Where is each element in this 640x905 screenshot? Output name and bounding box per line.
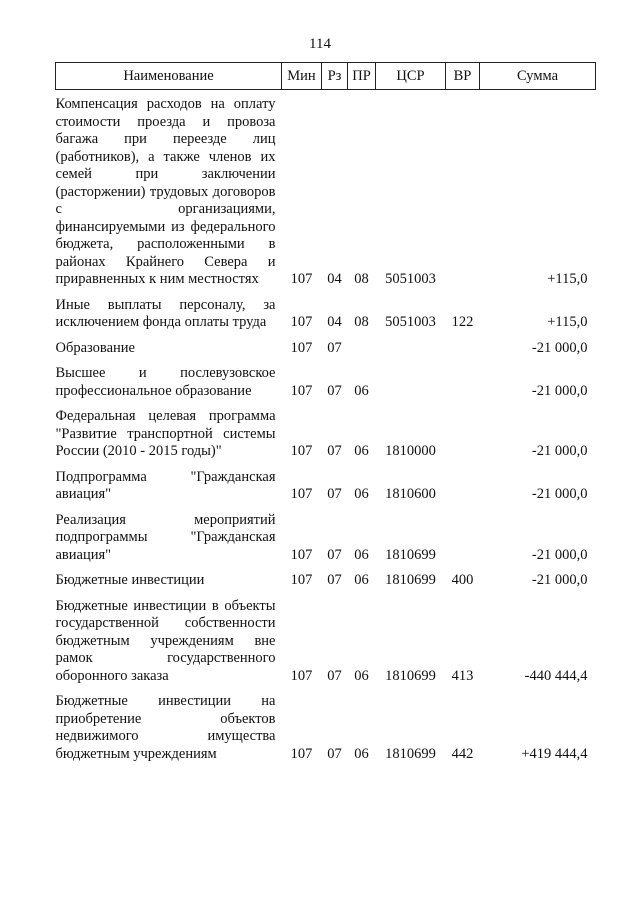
row-name: Федеральная целевая программа "Развитие транспортной системы России (2010 - 2015 годы)" xyxy=(55,408,276,459)
row-vr xyxy=(446,400,480,461)
row-rz: 04 xyxy=(327,314,342,330)
row-vr xyxy=(446,90,480,289)
table-row xyxy=(56,400,596,461)
row-pr: 08 xyxy=(354,314,369,330)
budget-table xyxy=(55,62,596,763)
header-name: Наименование xyxy=(56,63,282,90)
row-vr xyxy=(446,461,480,504)
row-pr: 06 xyxy=(354,382,369,399)
row-sum: -21 000,0 xyxy=(531,486,588,502)
row-pr: 06 xyxy=(354,572,369,588)
row-name: Реализация мероприятий подпрограммы "Гражданская авиация" xyxy=(55,511,276,563)
row-name: Бюджетные инвестиции xyxy=(55,572,205,588)
row-min: 107 xyxy=(290,572,313,588)
table-row xyxy=(56,90,596,289)
row-rz: 07 xyxy=(327,382,342,399)
table-row xyxy=(56,289,596,332)
row-name: Подпрограмма "Гражданская авиация" xyxy=(55,468,276,502)
row-csr: 1810600 xyxy=(385,486,436,502)
row-vr: 122 xyxy=(451,314,474,330)
row-pr: 08 xyxy=(354,271,369,287)
row-sum: +419 444,4 xyxy=(521,745,588,762)
row-rz: 07 xyxy=(327,546,342,563)
row-csr xyxy=(376,357,446,400)
row-pr: 06 xyxy=(354,667,369,684)
row-sum: -440 444,4 xyxy=(524,667,588,684)
row-name: Иные выплаты персоналу, за исключением фонда оплаты труда xyxy=(55,296,276,330)
row-vr: 442 xyxy=(451,745,474,762)
row-rz: 07 xyxy=(327,486,342,502)
row-vr xyxy=(446,357,480,400)
table-row xyxy=(56,332,596,358)
header-vr: ВР xyxy=(446,63,480,90)
row-pr: 06 xyxy=(354,745,369,762)
row-csr: 1810699 xyxy=(385,572,436,588)
row-rz: 04 xyxy=(327,271,342,287)
row-csr: 1810699 xyxy=(385,667,436,684)
row-csr: 5051003 xyxy=(385,271,436,287)
row-csr xyxy=(376,332,446,358)
row-vr: 413 xyxy=(451,667,474,684)
row-pr: 06 xyxy=(354,546,369,563)
row-pr: 06 xyxy=(354,486,369,502)
row-min: 107 xyxy=(290,339,313,356)
row-sum: -21 000,0 xyxy=(531,572,588,588)
table-row xyxy=(56,461,596,504)
row-name: Компенсация расходов на оплату стоимости проезда и провоза багажа при переезде лиц (работников), а также членов их семей при заключении (расторжении) трудовых договоров с организациями, финансируемыми из федерального бюджета, расположенными в районах Крайнего Севера и приравненных к ним местностях xyxy=(55,96,276,287)
table-row xyxy=(56,504,596,565)
row-rz: 07 xyxy=(327,667,342,684)
header-csr: ЦСР xyxy=(376,63,446,90)
header-pr: ПР xyxy=(348,63,376,90)
row-sum: -21 000,0 xyxy=(531,382,588,399)
table-header-row xyxy=(56,63,596,90)
row-min: 107 xyxy=(290,486,313,502)
table-row xyxy=(56,357,596,400)
table-row xyxy=(56,685,596,763)
row-min: 107 xyxy=(290,314,313,330)
row-sum: +115,0 xyxy=(547,314,588,330)
row-vr: 400 xyxy=(451,572,474,588)
row-sum: -21 000,0 xyxy=(531,443,588,459)
row-min: 107 xyxy=(290,382,313,399)
row-csr: 1810000 xyxy=(385,443,436,459)
row-min: 107 xyxy=(290,443,313,459)
row-rz: 07 xyxy=(327,745,342,762)
header-rz: Рз xyxy=(322,63,348,90)
row-name: Бюджетные инвестиции на приобретение объектов недвижимого имущества бюджетным учреждениям xyxy=(55,693,276,762)
row-pr: 06 xyxy=(354,443,369,459)
row-csr: 1810699 xyxy=(385,745,436,762)
row-min: 107 xyxy=(290,271,313,287)
row-csr: 5051003 xyxy=(385,314,436,330)
table-row xyxy=(56,590,596,686)
header-sum: Сумма xyxy=(480,63,596,90)
row-name: Высшее и послевузовское профессиональное образование xyxy=(55,365,276,399)
table-row xyxy=(56,564,596,590)
row-csr: 1810699 xyxy=(385,546,436,563)
row-vr xyxy=(446,332,480,358)
row-vr xyxy=(446,504,480,565)
row-rz: 07 xyxy=(327,572,342,588)
row-sum: -21 000,0 xyxy=(531,546,588,563)
row-name: Бюджетные инвестиции в объекты государственной собственности бюджетным учреждениям вне рамок государственного оборонного заказа xyxy=(55,597,276,684)
page-number: 114 xyxy=(309,36,331,52)
row-min: 107 xyxy=(290,745,313,762)
row-rz: 07 xyxy=(327,339,342,356)
row-min: 107 xyxy=(290,546,313,563)
row-pr xyxy=(348,332,376,358)
header-min: Мин xyxy=(282,63,322,90)
row-rz: 07 xyxy=(327,443,342,459)
row-sum: +115,0 xyxy=(547,271,588,287)
row-sum: -21 000,0 xyxy=(531,339,588,356)
row-min: 107 xyxy=(290,667,313,684)
row-name: Образование xyxy=(55,339,135,356)
